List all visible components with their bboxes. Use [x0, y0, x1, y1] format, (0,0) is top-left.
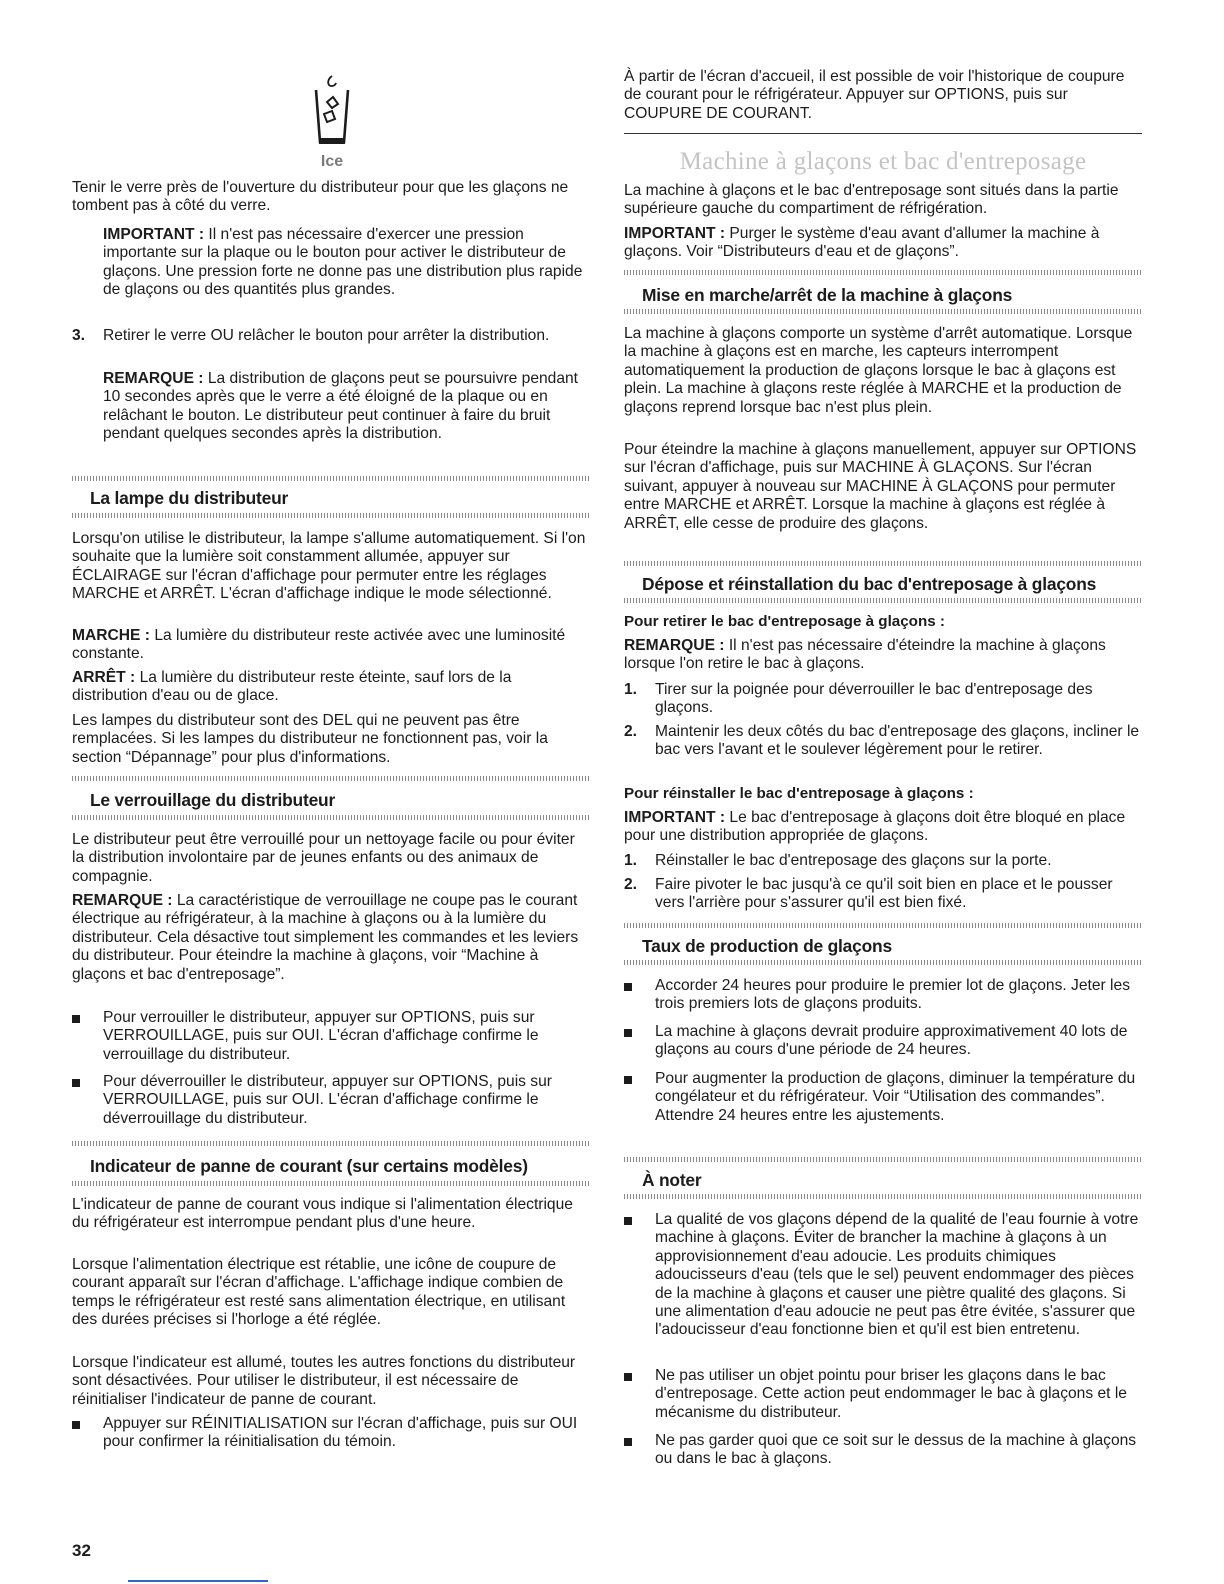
- section-divider: [72, 1181, 590, 1186]
- panne-paragraph-1: L'indicateur de panne de courant vous indique si l'alimentation électrique du réfrigérateur est interrompue pendant plus d'une heure.: [72, 1196, 573, 1232]
- panne-paragraph-3: Lorsque l'indicateur est allumé, toutes les autres fonctions du distributeur sont désactivées. Pour utiliser le distributeur, il est nécessaire de réinitialiser l'indicateur de panne de courant.: [72, 1354, 576, 1408]
- note-text: La distribution de glaçons peut se poursuivre pendant 10 secondes après que le verre a été éloigné de la plaque ou en relâchant le bouton. Le distributeur peut continuer à faire du bruit pendant quelques secondes après la distribution.: [103, 370, 579, 443]
- important-label: IMPORTANT :: [624, 225, 726, 242]
- power-history-paragraph: À partir de l'écran d'accueil, il est possible de voir l'historique de coupure de courant pour le réfrigérateur. Appuyer sur OPTIONS, puis sur COUPURE DE COURANT.: [624, 68, 1125, 122]
- note-label: REMARQUE :: [103, 370, 204, 387]
- list-item-text: Ne pas utiliser un objet pointu pour briser les glaçons dans le bac d'entreposage. Cette action peut endommager le bac à glaçons et le mécanisme du distributeur.: [655, 1367, 1127, 1421]
- important-label: IMPORTANT :: [624, 809, 726, 826]
- section-heading: À noter: [642, 1170, 702, 1190]
- step-text: Tirer sur la poignée pour déverrouiller le bac d'entreposage des glaçons.: [655, 681, 1093, 717]
- list-item-text: Ne pas garder quoi que ce soit sur le dessus de la machine à glaçons ou dans le bac à glaçons.: [655, 1432, 1137, 1468]
- section-heading: Mise en marche/arrêt de la machine à glaçons: [642, 285, 1013, 305]
- ice-icon-block: [292, 72, 372, 171]
- list-item-text: Appuyer sur RÉINITIALISATION sur l'écran d'affichage, puis sur OUI pour confirmer la réinitialisation du témoin.: [103, 1415, 578, 1451]
- intro-important: [103, 226, 590, 300]
- section-divider: [72, 513, 590, 518]
- bullet-icon: [624, 983, 632, 991]
- step-number: 3.: [72, 327, 86, 344]
- important-label: IMPORTANT :: [103, 226, 205, 243]
- section-title-noter: [624, 1169, 1142, 1191]
- intro-paragraph: Tenir le verre près de l'ouverture du distributeur pour que les glaçons ne tombent pas à côté du verre.: [72, 179, 569, 215]
- list-item: [624, 1432, 1142, 1469]
- section-heading: Le verrouillage du distributeur: [90, 790, 336, 810]
- bullet-icon: [624, 1438, 632, 1446]
- ice-icon-label: Ice: [320, 153, 344, 170]
- section-divider: [624, 923, 1142, 928]
- bullet-icon: [624, 1217, 632, 1225]
- list-item: [624, 1023, 1142, 1060]
- reinstaller-step: [624, 852, 1142, 870]
- lampe-marche: [72, 627, 590, 664]
- retirer-step: [624, 681, 1142, 718]
- section-divider: [624, 133, 1142, 134]
- section-divider: [624, 960, 1142, 965]
- panne-paragraph-2: Lorsque l'alimentation électrique est rétablie, une icône de coupure de courant apparaît sur l'écran d'affichage. L'affichage indique combien de temps le réfrigérateur est resté sans alimentation électrique, en utilisant des durées précises si l'horloge a été réglée.: [72, 1256, 566, 1329]
- list-item-text: La qualité de vos glaçons dépend de la qualité de l'eau fournie à votre machine à glaçons. Éviter de brancher la machine à glaçons à un approvisionnement d'eau adoucie. Les produits chimiques adoucisseurs d'eau (tels que le sel) peuvent endommager des pièces de la machine à glaçons et causer une piètre qualité des glaçons. Si une alimentation d'eau adoucie ne peut pas être évitée, s'assurer que l'adoucisseur d'eau fonctionne bien et qu'il est bien entretenu.: [655, 1211, 1139, 1339]
- list-item: [624, 977, 1142, 1014]
- arret-text: La lumière du distributeur reste éteinte, sauf lors de la distribution d'eau ou de glace.: [72, 669, 512, 705]
- section-title-lampe: [72, 487, 590, 509]
- arret-label: ARRÊT :: [72, 669, 136, 686]
- mise-paragraph-2: Pour éteindre la machine à glaçons manuellement, appuyer sur OPTIONS sur l'écran d'affichage, puis sur MACHINE À GLAÇONS. Sur l'écran suivant, appuyer à nouveau sur MACHINE À GLAÇONS pour permuter entre MARCHE et ARRÊT. Lorsque la machine à glaçons est réglée à ARRÊT, elle cesse de produire des glaçons.: [624, 441, 1137, 532]
- main-paragraph: La machine à glaçons et le bac d'entreposage sont situés dans la partie supérieure gauche du compartiment de réfrigération.: [624, 182, 1119, 218]
- list-item-text: Accorder 24 heures pour produire le premier lot de glaçons. Jeter les trois premiers lots de glaçons produits.: [655, 977, 1130, 1013]
- verrouillage-note: [72, 892, 590, 984]
- step-number: 1.: [624, 852, 638, 869]
- list-item: [72, 1415, 590, 1452]
- note-text: La caractéristique de verrouillage ne coupe pas le courant électrique au réfrigérateur, à la machine à glaçons ou à la lumière du distributeur. Cela désactive tout simplement les commandes et les leviers du distributeur. Pour éteindre la machine à glaçons, voir “Machine à glaçons et bac d'entreposage”.: [72, 892, 579, 983]
- section-heading: Indicateur de panne de courant (sur certains modèles): [90, 1156, 528, 1176]
- note-text: Il n'est pas nécessaire d'éteindre la machine à glaçons lorsque l'on retire le bac à glaçons.: [624, 637, 1106, 673]
- section-heading: La lampe du distributeur: [90, 488, 289, 508]
- footer-line: [128, 1580, 268, 1582]
- list-item-text: Pour verrouiller le distributeur, appuyer sur OPTIONS, puis sur VERROUILLAGE, puis sur OUI. L'écran d'affichage confirme le verrouillage du distributeur.: [103, 1009, 539, 1063]
- ice-glass-icon: [310, 72, 354, 150]
- bullet-icon: [72, 1079, 80, 1087]
- section-divider: [72, 815, 590, 820]
- reinstaller-subheading: Pour réinstaller le bac d'entreposage à glaçons :: [624, 785, 974, 802]
- step-text: Réinstaller le bac d'entreposage des glaçons sur la porte.: [655, 852, 1052, 869]
- step-text: Faire pivoter le bac jusqu'à ce qu'il soit bien en place et le pousser vers l'arrière pour s'assurer qu'il est bien fixé.: [655, 876, 1113, 912]
- list-item: [624, 1070, 1142, 1125]
- important-text: Purger le système d'eau avant d'allumer la machine à glaçons. Voir “Distributeurs d'eau et de glaçons”.: [624, 225, 1100, 261]
- important-text: Il n'est pas nécessaire d'exercer une pression importante sur la plaque ou le bouton pour activer le distributeur de glaçons. Une pression forte ne donne pas une distribution plus rapide de glaçons ou des quantités plus grandes.: [103, 226, 583, 299]
- list-item: [72, 1009, 590, 1064]
- step-number: 2.: [624, 723, 638, 740]
- lampe-paragraph-2: Les lampes du distributeur sont des DEL qui ne peuvent pas être remplacées. Si les lampes du distributeur ne fonctionnent pas, voir la section “Dépannage” pour plus d'informations.: [72, 712, 548, 766]
- list-item-text: La machine à glaçons devrait produire approximativement 40 lots de glaçons au cours d'une période de 24 heures.: [655, 1023, 1128, 1059]
- section-divider: [624, 270, 1142, 275]
- step3-note: [103, 370, 590, 444]
- list-item: [624, 1367, 1142, 1422]
- verrouillage-paragraph: Le distributeur peut être verrouillé pour un nettoyage facile ou pour éviter la distribution involontaire par de jeunes enfants ou des animaux de compagnie.: [72, 831, 575, 885]
- section-title-depose: [624, 573, 1142, 595]
- step-number: 2.: [624, 876, 638, 893]
- retirer-step: [624, 723, 1142, 760]
- page-number: 32: [72, 1541, 91, 1560]
- list-item-text: Pour déverrouiller le distributeur, appuyer sur OPTIONS, puis sur VERROUILLAGE, puis sur OUI. L'écran d'affichage confirme le déverrouillage du distributeur.: [103, 1073, 552, 1127]
- marche-text: La lumière du distributeur reste activée avec une luminosité constante.: [72, 627, 566, 663]
- note-label: REMARQUE :: [72, 892, 173, 909]
- bullet-icon: [624, 1029, 632, 1037]
- section-divider: [72, 476, 590, 481]
- section-title-taux: [624, 935, 1142, 957]
- step-text: Retirer le verre OU relâcher le bouton pour arrêter la distribution.: [103, 327, 550, 344]
- step-text: Maintenir les deux côtés du bac d'entreposage des glaçons, incliner le bac vers l'avant et le soulever légèrement pour le retirer.: [655, 723, 1140, 759]
- marche-label: MARCHE :: [72, 627, 150, 644]
- important-text: Le bac d'entreposage à glaçons doit être bloqué en place pour une distribution appropriée de glaçons.: [624, 809, 1126, 845]
- depose-note: [624, 637, 1142, 674]
- section-divider: [72, 776, 590, 781]
- main-heading: Machine à glaçons et bac d'entreposage: [679, 148, 1087, 175]
- section-title-verrouillage: [72, 789, 590, 811]
- section-heading: Dépose et réinstallation du bac d'entreposage à glaçons: [642, 574, 1097, 594]
- section-divider: [624, 1157, 1142, 1162]
- note-label: REMARQUE :: [624, 637, 725, 654]
- section-divider: [624, 309, 1142, 314]
- bullet-icon: [624, 1076, 632, 1084]
- retirer-subheading: Pour retirer le bac d'entreposage à glaçons :: [624, 613, 945, 630]
- section-title-mise: [624, 284, 1142, 306]
- bullet-icon: [624, 1373, 632, 1381]
- depose-important: [624, 809, 1142, 846]
- step-3: [72, 327, 590, 345]
- section-divider: [624, 598, 1142, 603]
- mise-paragraph-1: La machine à glaçons comporte un système d'arrêt automatique. Lorsque la machine à glaçons est en marche, les capteurs interrompent automatiquement la production de glaçons lorsque le bac à glaçons est plein. La machine à glaçons reste réglée à MARCHE et la production de glaçons reprend lorsque bac n'est plus plein.: [624, 325, 1133, 416]
- bullet-icon: [72, 1015, 80, 1023]
- list-item: [72, 1073, 590, 1128]
- section-divider: [624, 1194, 1142, 1199]
- reinstaller-step: [624, 876, 1142, 913]
- bullet-icon: [72, 1421, 80, 1429]
- section-divider: [72, 1141, 590, 1146]
- lampe-arret: [72, 669, 590, 706]
- step-number: 1.: [624, 681, 638, 698]
- section-heading: Taux de production de glaçons: [642, 936, 892, 956]
- section-divider: [624, 561, 1142, 566]
- lampe-paragraph: Lorsqu'on utilise le distributeur, la lampe s'allume automatiquement. Si l'on souhaite que la lumière soit constamment allumée, appuyer sur ÉCLAIRAGE sur l'écran d'affichage pour permuter entre les réglages MARCHE et ARRÊT. L'écran d'affichage indique le mode sélectionné.: [72, 530, 586, 603]
- main-important: [624, 225, 1142, 262]
- list-item: [624, 1211, 1142, 1340]
- main-section-title: [624, 148, 1142, 176]
- section-title-panne: [72, 1155, 590, 1177]
- list-item-text: Pour augmenter la production de glaçons, diminuer la température du congélateur et du réfrigérateur. Voir “Utilisation des commandes”. Attendre 24 heures entre les ajustements.: [655, 1070, 1136, 1124]
